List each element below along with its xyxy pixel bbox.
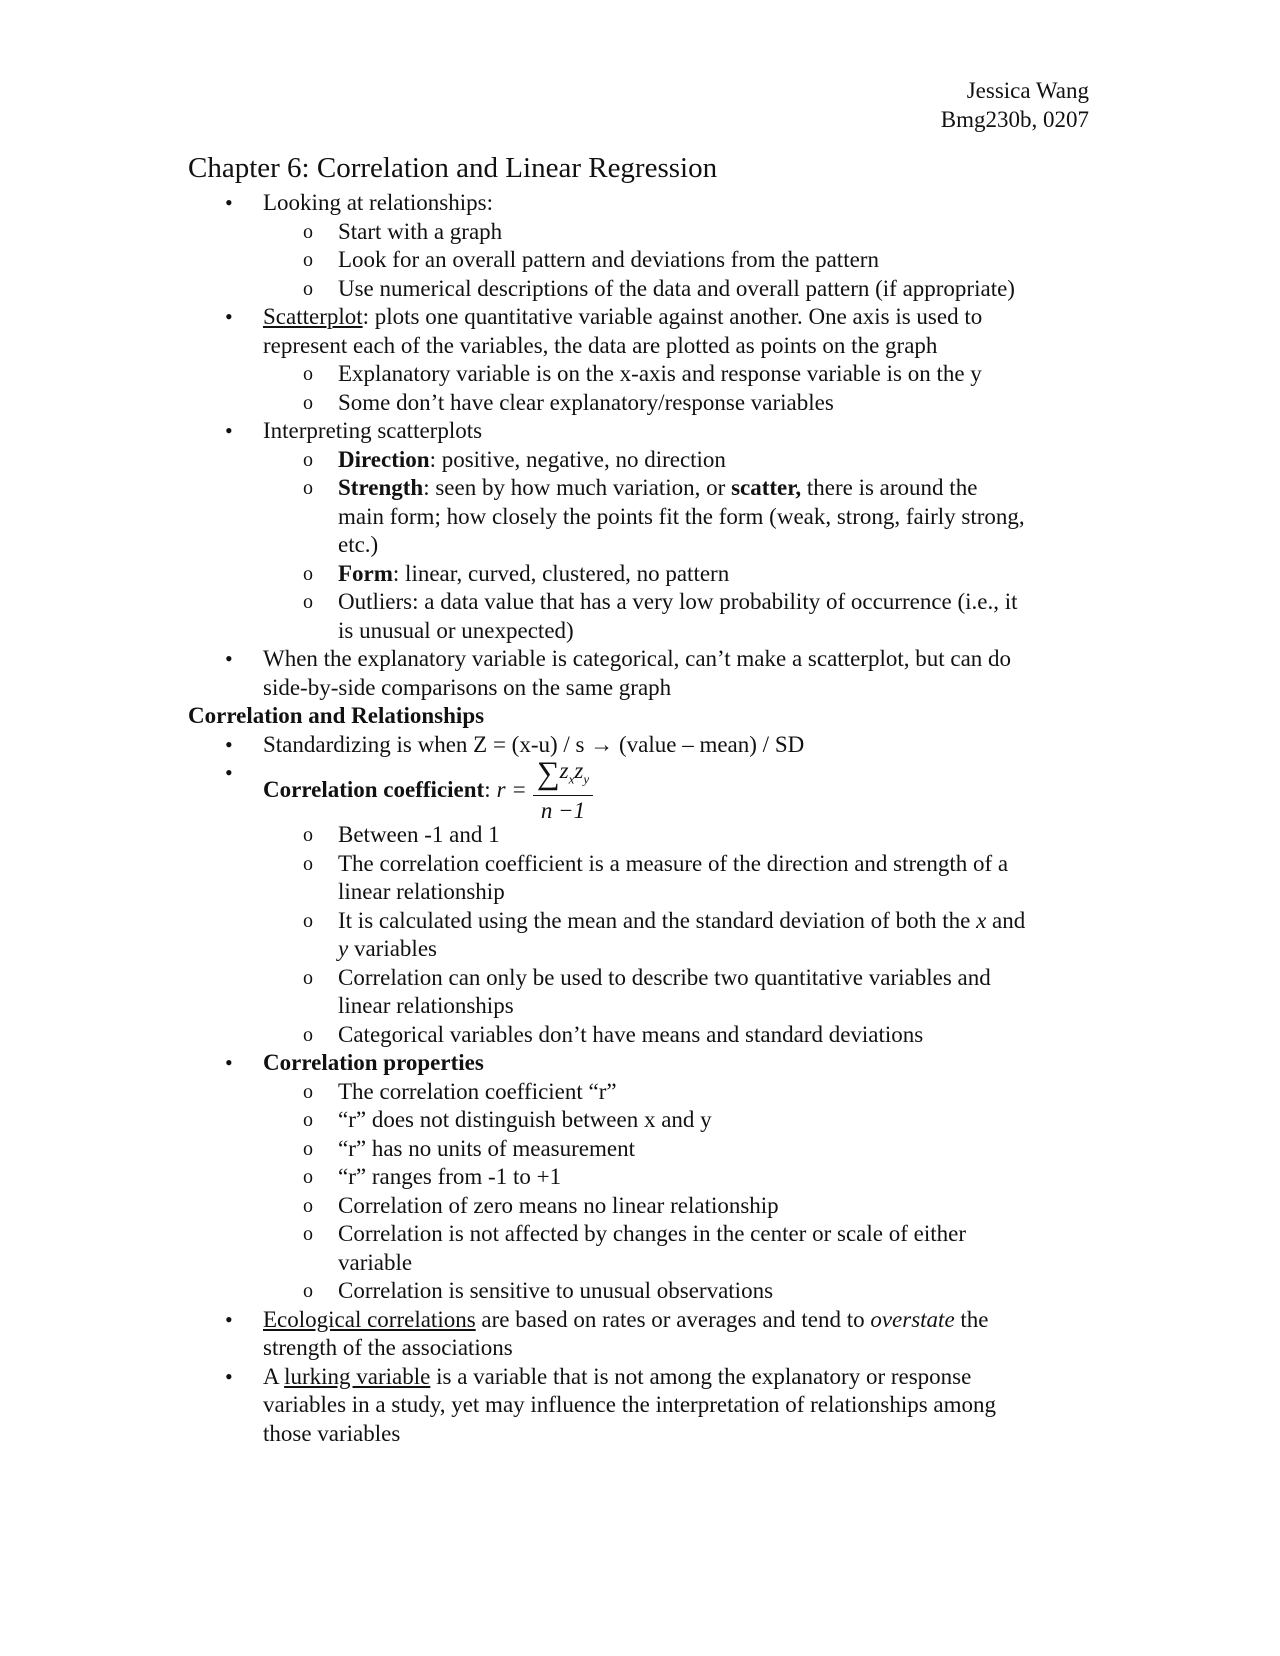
document-body bbox=[188, 189, 1098, 1448]
bullet-interpreting: • Interpreting scatterplots bbox=[188, 417, 1098, 446]
term-direction: Direction bbox=[338, 446, 430, 472]
sub-bullet: o Explanatory variable is on the x-axis and response variable is on the y bbox=[188, 360, 1098, 389]
term-lurking-variable: lurking variable bbox=[284, 1363, 431, 1389]
course-code: Bmg230b, 0207 bbox=[940, 107, 1089, 132]
sub-bullet: o Start with a graph bbox=[188, 218, 1098, 247]
sub-bullet: o Correlation of zero means no linear relationship bbox=[188, 1192, 1098, 1221]
bullet-lurking: • A lurking variable is a variable that is not among the explanatory or response variables in a study, yet may influence the interpretation of relationships among those variables bbox=[188, 1363, 1098, 1449]
correlation-formula bbox=[533, 756, 593, 825]
formula-denominator: n −1 bbox=[540, 798, 586, 824]
sub-bullet: o The correlation coefficient “r” bbox=[188, 1078, 1098, 1107]
sub-bullet-direction: o Direction: positive, negative, no direction bbox=[188, 446, 1098, 475]
sub-bullet: o Look for an overall pattern and deviations from the pattern bbox=[188, 246, 1098, 275]
sub-bullet: o Some don’t have clear explanatory/response variables bbox=[188, 389, 1098, 418]
sub-bullet-form: o Form: linear, curved, clustered, no pattern bbox=[188, 560, 1098, 589]
term-scatter: scatter, bbox=[731, 475, 802, 500]
term-correlation-coefficient: • Correlation coefficient bbox=[263, 776, 485, 802]
formula-lhs: r = bbox=[496, 776, 527, 802]
formula-numerator: $\sum z_xz_y$ bbox=[533, 756, 593, 797]
sub-bullet-strength: o Strength: seen by how much variation, or scatter, there is around the main form; how closely the points fit the form (weak, strong, fairly strong, etc.) bbox=[188, 474, 1098, 560]
sub-bullet: o Between -1 and 1 bbox=[188, 821, 1098, 850]
author-name: Jessica Wang bbox=[966, 78, 1089, 103]
bullet-ecological: • Ecological correlations are based on rates or averages and tend to overstate the strength of the associations bbox=[188, 1306, 1098, 1363]
section-heading: Correlation and Relationships bbox=[188, 703, 485, 728]
sigma-symbol: ∑ bbox=[536, 754, 560, 791]
sub-bullet-calculated: o It is calculated using the mean and the standard deviation of both the x and y variables bbox=[188, 907, 1098, 964]
bullet-correlation-coefficient: • Correlation coefficient : r = $\frac{\sum z_xz_y}{n -1}$ bbox=[188, 759, 1098, 821]
bullet-correlation-properties: • Correlation properties bbox=[188, 1049, 1098, 1078]
sub-bullet: o The correlation coefficient is a measure of the direction and strength of a linear relationship bbox=[188, 850, 1098, 907]
sub-bullet: o “r” does not distinguish between x and y bbox=[188, 1106, 1098, 1135]
sub-bullet: o Correlation is not affected by changes in the center or scale of either variable bbox=[188, 1220, 1098, 1277]
sub-bullet: o “r” has no units of measurement bbox=[188, 1135, 1098, 1164]
bullet-scatterplot: • Scatterplot: plots one quantitative variable against another. One axis is used to represent each of the variables, the data are plotted as points on the graph bbox=[188, 303, 1098, 360]
sub-bullet-outliers: o Outliers: a data value that has a very low probability of occurrence (i.e., it is unusual or unexpected) bbox=[188, 588, 1098, 645]
sub-bullet: o Use numerical descriptions of the data and overall pattern (if appropriate) bbox=[188, 275, 1098, 304]
sub-bullet: o Correlation can only be used to describe two quantitative variables and linear relationships bbox=[188, 964, 1098, 1021]
page-title: Chapter 6: Correlation and Linear Regression bbox=[188, 152, 718, 184]
term-scatterplot: Scatterplot bbox=[263, 304, 363, 329]
bullet-standardizing: • Standardizing is when Z = (x-u) / s → (value – mean) / SD bbox=[188, 731, 1098, 760]
bullet-relationships: • Looking at relationships: bbox=[188, 189, 1098, 218]
sub-bullet: o Categorical variables don’t have means and standard deviations bbox=[188, 1021, 1098, 1050]
term-form: Form bbox=[338, 560, 393, 586]
term-ecological-correlations: Ecological correlations bbox=[263, 1306, 476, 1332]
term-strength: Strength bbox=[338, 475, 424, 500]
bullet-categorical: • When the explanatory variable is categorical, can’t make a scatterplot, but can do side-by-side comparisons on the same graph bbox=[188, 645, 1098, 702]
header bbox=[941, 76, 1089, 134]
sub-bullet: o “r” ranges from -1 to +1 bbox=[188, 1163, 1098, 1192]
sub-bullet: o Correlation is sensitive to unusual observations bbox=[188, 1277, 1098, 1306]
